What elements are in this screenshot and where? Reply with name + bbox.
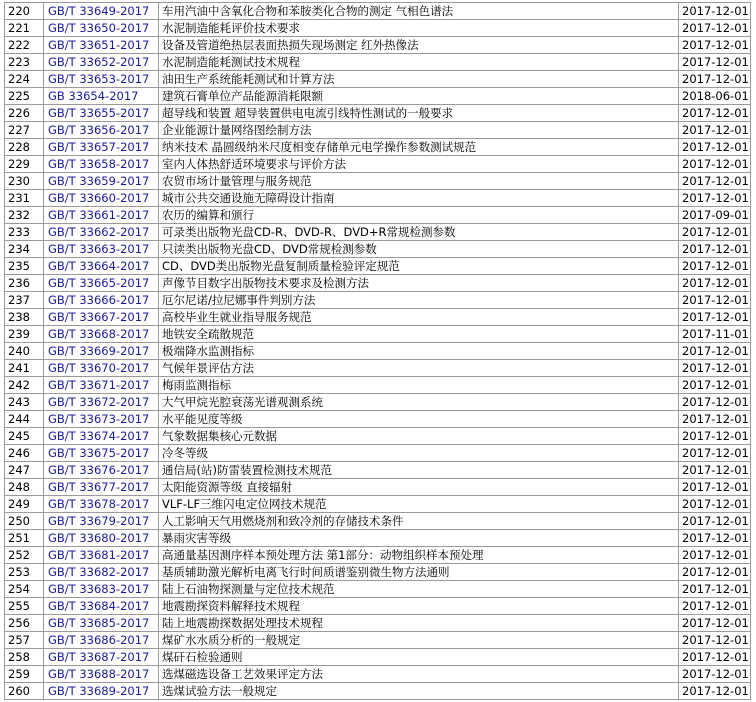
standard-code-cell (44, 564, 159, 581)
effective-date: 2017-12-01 (679, 122, 751, 139)
standard-code-link[interactable]: GB 33654-2017 (48, 89, 139, 103)
standard-code-cell (44, 258, 159, 275)
effective-date: 2017-12-01 (679, 428, 751, 445)
table-row (5, 139, 751, 156)
table-row (5, 275, 751, 292)
standard-code-link[interactable]: GB/T 33660-2017 (48, 191, 150, 205)
standard-code-link[interactable]: GB/T 33684-2017 (48, 599, 150, 613)
standard-code-link[interactable]: GB/T 33664-2017 (48, 259, 150, 273)
standard-title: 设备及管道绝热层表面热损失现场测定 红外热像法 (159, 37, 679, 54)
standard-code-cell (44, 105, 159, 122)
standard-title: 冷冬等级 (159, 445, 679, 462)
effective-date: 2017-12-01 (679, 394, 751, 411)
table-row (5, 632, 751, 649)
row-number: 228 (5, 139, 44, 156)
effective-date: 2017-12-01 (679, 564, 751, 581)
standard-code-cell (44, 3, 159, 20)
row-number: 254 (5, 581, 44, 598)
row-number: 250 (5, 513, 44, 530)
effective-date: 2017-12-01 (679, 479, 751, 496)
standard-title: 选煤磁选设备工艺效果评定方法 (159, 666, 679, 683)
standard-code-cell (44, 241, 159, 258)
row-number: 243 (5, 394, 44, 411)
table-row (5, 683, 751, 700)
standard-code-link[interactable]: GB/T 33665-2017 (48, 276, 150, 290)
standard-code-cell (44, 88, 159, 105)
standard-title: 高校毕业生就业指导服务规范 (159, 309, 679, 326)
table-row (5, 615, 751, 632)
effective-date: 2017-12-01 (679, 156, 751, 173)
standard-title: 气候年景评估方法 (159, 360, 679, 377)
standard-code-link[interactable]: GB/T 33670-2017 (48, 361, 150, 375)
table-row (5, 173, 751, 190)
standard-code-link[interactable]: GB/T 33675-2017 (48, 446, 150, 460)
effective-date: 2017-12-01 (679, 377, 751, 394)
table-row (5, 105, 751, 122)
standard-code-cell (44, 394, 159, 411)
standard-code-cell (44, 224, 159, 241)
effective-date: 2017-12-01 (679, 360, 751, 377)
row-number: 229 (5, 156, 44, 173)
row-number: 245 (5, 428, 44, 445)
effective-date: 2017-12-01 (679, 54, 751, 71)
standard-code-cell (44, 37, 159, 54)
standard-code-link[interactable]: GB/T 33672-2017 (48, 395, 150, 409)
row-number: 230 (5, 173, 44, 190)
standard-code-cell (44, 71, 159, 88)
table-row (5, 71, 751, 88)
standard-code-cell (44, 54, 159, 71)
standard-title: 陆上地震勘探数据处理技术规程 (159, 615, 679, 632)
standard-title: 气象数据集核心元数据 (159, 428, 679, 445)
standard-title: 太阳能资源等级 直接辐射 (159, 479, 679, 496)
standard-code-link[interactable]: GB/T 33673-2017 (48, 412, 150, 426)
row-number: 241 (5, 360, 44, 377)
standard-title: CD、DVD类出版物光盘复制质量检验评定规范 (159, 258, 679, 275)
standard-title: 水泥制造能耗测试技术规程 (159, 54, 679, 71)
standard-title: 极端降水监测指标 (159, 343, 679, 360)
standard-title: 地震勘探资料解释技术规程 (159, 598, 679, 615)
effective-date: 2017-12-01 (679, 445, 751, 462)
row-number: 231 (5, 190, 44, 207)
standard-code-cell (44, 326, 159, 343)
standard-title: 农历的编算和颁行 (159, 207, 679, 224)
effective-date: 2017-12-01 (679, 20, 751, 37)
row-number: 227 (5, 122, 44, 139)
table-row (5, 241, 751, 258)
table-row (5, 360, 751, 377)
standard-code-cell (44, 547, 159, 564)
table-row (5, 156, 751, 173)
standard-code-cell (44, 445, 159, 462)
standard-code-cell (44, 173, 159, 190)
row-number: 222 (5, 37, 44, 54)
standard-code-cell (44, 207, 159, 224)
standard-code-link[interactable]: GB/T 33653-2017 (48, 72, 150, 86)
standard-title: 通信局(站)防雷装置检测技术规范 (159, 462, 679, 479)
row-number: 256 (5, 615, 44, 632)
row-number: 221 (5, 20, 44, 37)
table-row (5, 309, 751, 326)
standard-title: 水平能见度等级 (159, 411, 679, 428)
table-row (5, 3, 751, 20)
standard-title: 地铁安全疏散规范 (159, 326, 679, 343)
standard-code-cell (44, 479, 159, 496)
standard-title: 油田生产系统能耗测试和计算方法 (159, 71, 679, 88)
table-row (5, 479, 751, 496)
standard-code-cell (44, 139, 159, 156)
standard-code-link[interactable]: GB/T 33680-2017 (48, 531, 150, 545)
standard-code-cell (44, 581, 159, 598)
row-number: 258 (5, 649, 44, 666)
standard-code-link[interactable]: GB/T 33681-2017 (48, 548, 150, 562)
row-number: 238 (5, 309, 44, 326)
standard-title: 只读类出版物光盘CD、DVD常规检测参数 (159, 241, 679, 258)
standard-code-cell (44, 683, 159, 700)
row-number: 246 (5, 445, 44, 462)
table-row (5, 564, 751, 581)
table-row (5, 394, 751, 411)
table-row (5, 581, 751, 598)
row-number: 248 (5, 479, 44, 496)
row-number: 239 (5, 326, 44, 343)
standard-title: 大气甲烷光腔衰荡光谱观测系统 (159, 394, 679, 411)
effective-date: 2017-12-01 (679, 530, 751, 547)
effective-date: 2017-12-01 (679, 190, 751, 207)
standard-title: 煤矿水水质分析的一般规定 (159, 632, 679, 649)
standard-code-cell (44, 598, 159, 615)
standard-code-link[interactable]: GB/T 33688-2017 (48, 667, 150, 681)
effective-date: 2017-12-01 (679, 411, 751, 428)
standard-code-cell (44, 462, 159, 479)
row-number: 249 (5, 496, 44, 513)
effective-date: 2017-12-01 (679, 292, 751, 309)
row-number: 233 (5, 224, 44, 241)
effective-date: 2017-12-01 (679, 462, 751, 479)
standard-code-link[interactable]: GB/T 33659-2017 (48, 174, 150, 188)
row-number: 260 (5, 683, 44, 700)
table-row (5, 292, 751, 309)
effective-date: 2017-12-01 (679, 632, 751, 649)
table-row (5, 326, 751, 343)
row-number: 225 (5, 88, 44, 105)
standard-code-cell (44, 428, 159, 445)
effective-date: 2017-12-01 (679, 37, 751, 54)
standard-title: 室内人体热舒适环境要求与评价方法 (159, 156, 679, 173)
standard-code-link[interactable]: GB/T 33657-2017 (48, 140, 150, 154)
row-number: 252 (5, 547, 44, 564)
standard-title: 梅雨监测指标 (159, 377, 679, 394)
effective-date: 2017-12-01 (679, 241, 751, 258)
standard-title: 暴雨灾害等级 (159, 530, 679, 547)
standard-title: VLF-LF三维闪电定位网技术规范 (159, 496, 679, 513)
table-row (5, 428, 751, 445)
table-row (5, 88, 751, 105)
standard-code-cell (44, 513, 159, 530)
row-number: 237 (5, 292, 44, 309)
table-row (5, 411, 751, 428)
effective-date: 2017-12-01 (679, 615, 751, 632)
table-row (5, 37, 751, 54)
effective-date: 2017-11-01 (679, 326, 751, 343)
standard-title: 人工影响天气用燃烧剂和致冷剂的存储技术条件 (159, 513, 679, 530)
table-row (5, 496, 751, 513)
row-number: 240 (5, 343, 44, 360)
row-number: 247 (5, 462, 44, 479)
effective-date: 2017-12-01 (679, 275, 751, 292)
effective-date: 2017-12-01 (679, 3, 751, 20)
row-number: 236 (5, 275, 44, 292)
standard-code-cell (44, 190, 159, 207)
row-number: 259 (5, 666, 44, 683)
effective-date: 2017-12-01 (679, 581, 751, 598)
standard-title: 农贸市场计量管理与服务规范 (159, 173, 679, 190)
standard-code-link[interactable]: GB/T 33683-2017 (48, 582, 150, 596)
standard-title: 声像节目数字出版物技术要求及检测方法 (159, 275, 679, 292)
standard-code-link[interactable]: GB/T 33666-2017 (48, 293, 150, 307)
standard-code-cell (44, 343, 159, 360)
effective-date: 2017-12-01 (679, 105, 751, 122)
effective-date: 2017-12-01 (679, 547, 751, 564)
table-row (5, 377, 751, 394)
standard-code-link[interactable]: GB/T 33676-2017 (48, 463, 150, 477)
standard-code-link[interactable]: GB/T 33689-2017 (48, 684, 150, 698)
standard-title: 超导线和装置 超导装置供电电流引线特性测试的一般要求 (159, 105, 679, 122)
standard-title: 水泥制造能耗评价技术要求 (159, 20, 679, 37)
standard-code-cell (44, 360, 159, 377)
standard-title: 基质辅助激光解析电离飞行时间质谱鉴别微生物方法通则 (159, 564, 679, 581)
standards-table-body (5, 3, 751, 700)
standard-code-link[interactable]: GB/T 33655-2017 (48, 106, 150, 120)
table-row (5, 530, 751, 547)
table-row (5, 343, 751, 360)
standard-title: 纳米技术 晶圆级纳米尺度相变存储单元电学操作参数测试规范 (159, 139, 679, 156)
standards-table (4, 2, 751, 700)
standard-code-link[interactable]: GB/T 33663-2017 (48, 242, 150, 256)
standard-code-link[interactable]: GB/T 33674-2017 (48, 429, 150, 443)
table-row (5, 649, 751, 666)
row-number: 226 (5, 105, 44, 122)
effective-date: 2017-12-01 (679, 309, 751, 326)
standard-title: 选煤试验方法一般规定 (159, 683, 679, 700)
table-row (5, 513, 751, 530)
row-number: 244 (5, 411, 44, 428)
standard-code-cell (44, 292, 159, 309)
standard-title: 车用汽油中含氧化合物和苯胺类化合物的测定 气相色谱法 (159, 3, 679, 20)
effective-date: 2017-12-01 (679, 343, 751, 360)
standard-code-link[interactable]: GB/T 33649-2017 (48, 4, 150, 18)
table-row (5, 666, 751, 683)
standard-code-cell (44, 530, 159, 547)
standard-code-cell (44, 309, 159, 326)
standard-code-link[interactable]: GB/T 33687-2017 (48, 650, 150, 664)
standard-code-link[interactable]: GB/T 33669-2017 (48, 344, 150, 358)
standard-code-link[interactable]: GB/T 33682-2017 (48, 565, 150, 579)
row-number: 251 (5, 530, 44, 547)
standard-code-link[interactable]: GB/T 33686-2017 (48, 633, 150, 647)
standard-code-link[interactable]: GB/T 33685-2017 (48, 616, 150, 630)
row-number: 223 (5, 54, 44, 71)
effective-date: 2018-06-01 (679, 88, 751, 105)
standard-title: 煤矸石检验通则 (159, 649, 679, 666)
standard-title: 企业能源计量网络图绘制方法 (159, 122, 679, 139)
standard-code-cell (44, 377, 159, 394)
standard-code-cell (44, 632, 159, 649)
standard-title: 可录类出版物光盘CD-R、DVD-R、DVD+R常规检测参数 (159, 224, 679, 241)
effective-date: 2017-12-01 (679, 224, 751, 241)
standard-code-link[interactable]: GB/T 33677-2017 (48, 480, 150, 494)
row-number: 220 (5, 3, 44, 20)
standard-code-link[interactable]: GB/T 33662-2017 (48, 225, 150, 239)
effective-date: 2017-12-01 (679, 649, 751, 666)
standard-title: 陆上石油物探测量与定位技术规范 (159, 581, 679, 598)
effective-date: 2017-12-01 (679, 513, 751, 530)
standard-title: 厄尔尼诺/拉尼娜事件判别方法 (159, 292, 679, 309)
standard-code-cell (44, 122, 159, 139)
row-number: 232 (5, 207, 44, 224)
row-number: 224 (5, 71, 44, 88)
standard-code-cell (44, 156, 159, 173)
table-row (5, 224, 751, 241)
standard-code-link[interactable]: GB/T 33678-2017 (48, 497, 150, 511)
standard-code-cell (44, 649, 159, 666)
row-number: 235 (5, 258, 44, 275)
standard-code-link[interactable]: GB/T 33656-2017 (48, 123, 150, 137)
effective-date: 2017-12-01 (679, 258, 751, 275)
standard-code-cell (44, 275, 159, 292)
standard-code-link[interactable]: GB/T 33650-2017 (48, 21, 150, 35)
table-row (5, 598, 751, 615)
row-number: 257 (5, 632, 44, 649)
standard-code-cell (44, 411, 159, 428)
effective-date: 2017-09-01 (679, 207, 751, 224)
effective-date: 2017-12-01 (679, 139, 751, 156)
table-row (5, 122, 751, 139)
standard-code-link[interactable]: GB/T 33679-2017 (48, 514, 150, 528)
row-number: 234 (5, 241, 44, 258)
standard-code-link[interactable]: GB/T 33671-2017 (48, 378, 150, 392)
standard-code-cell (44, 496, 159, 513)
standard-title: 城市公共交通设施无障碍设计指南 (159, 190, 679, 207)
effective-date: 2017-12-01 (679, 666, 751, 683)
effective-date: 2017-12-01 (679, 683, 751, 700)
standard-code-cell (44, 615, 159, 632)
standard-title: 高通量基因测序样本预处理方法 第1部分：动物组织样本预处理 (159, 547, 679, 564)
table-row (5, 258, 751, 275)
standard-title: 建筑石膏单位产品能源消耗限额 (159, 88, 679, 105)
table-row (5, 54, 751, 71)
standard-code-link[interactable]: GB/T 33651-2017 (48, 38, 150, 52)
standard-code-link[interactable]: GB/T 33652-2017 (48, 55, 150, 69)
effective-date: 2017-12-01 (679, 496, 751, 513)
table-row (5, 445, 751, 462)
table-row (5, 207, 751, 224)
effective-date: 2017-12-01 (679, 71, 751, 88)
table-row (5, 462, 751, 479)
standard-code-link[interactable]: GB/T 33661-2017 (48, 208, 150, 222)
standard-code-cell (44, 666, 159, 683)
row-number: 242 (5, 377, 44, 394)
table-row (5, 190, 751, 207)
standard-code-link[interactable]: GB/T 33658-2017 (48, 157, 150, 171)
table-row (5, 547, 751, 564)
table-row (5, 20, 751, 37)
standard-code-link[interactable]: GB/T 33667-2017 (48, 310, 150, 324)
row-number: 253 (5, 564, 44, 581)
effective-date: 2017-12-01 (679, 173, 751, 190)
standard-code-cell (44, 20, 159, 37)
standard-code-link[interactable]: GB/T 33668-2017 (48, 327, 150, 341)
row-number: 255 (5, 598, 44, 615)
effective-date: 2017-12-01 (679, 598, 751, 615)
